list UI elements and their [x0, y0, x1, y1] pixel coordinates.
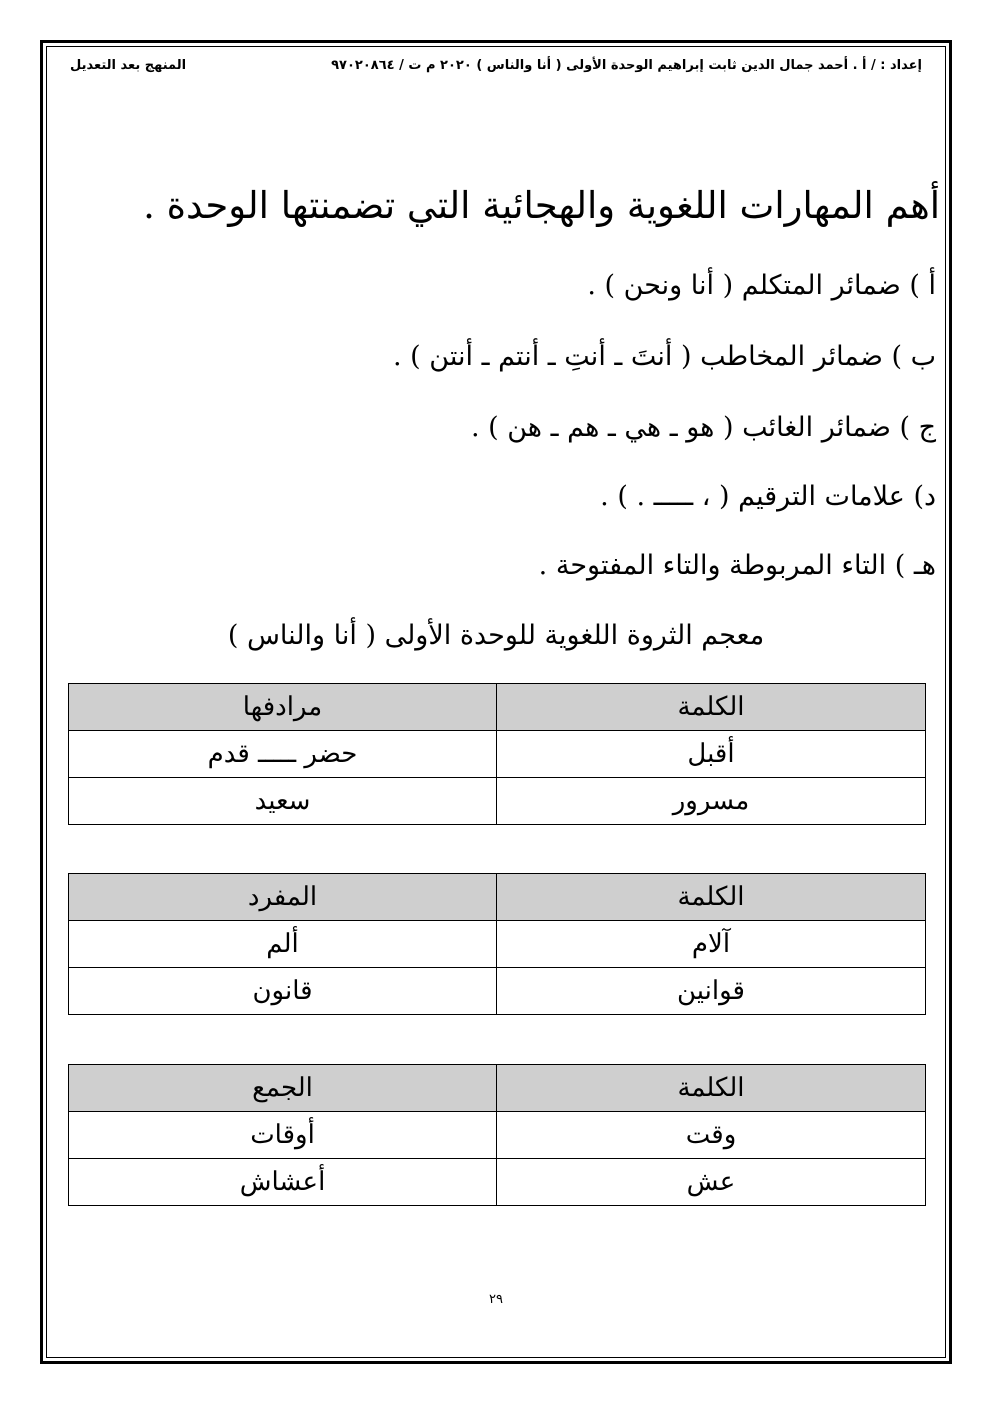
table-cell: سعيد	[69, 778, 497, 825]
table-header-row	[69, 684, 926, 731]
table-cell: أوقات	[69, 1112, 497, 1159]
page-header	[70, 58, 922, 82]
header-cell: الكلمة	[497, 684, 926, 731]
skill-item: أ ) ضمائر المتكلم ( أنا ونحن ) .	[587, 270, 936, 301]
synonyms-table	[68, 683, 926, 825]
header-cell: مرادفها	[69, 684, 497, 731]
vocabulary-subtitle: معجم الثروة اللغوية للوحدة الأولى ( أنا والناس )	[227, 620, 765, 651]
table-header-row	[69, 1065, 926, 1112]
plural-table	[68, 1064, 926, 1206]
header-cell: الكلمة	[497, 874, 926, 921]
skill-item: ب ) ضمائر المخاطب ( أنتَ ـ أنتِ ـ أنتم ـ أنتن ) .	[393, 341, 936, 372]
table-cell: حضر ـــــ قدم	[69, 731, 497, 778]
singular-table	[68, 873, 926, 1015]
table-header-row	[69, 874, 926, 921]
header-cell: الجمع	[69, 1065, 497, 1112]
header-curriculum-note: المنهج بعد التعديل	[70, 58, 187, 73]
table-cell: أقبل	[497, 731, 926, 778]
table-cell: مسرور	[497, 778, 926, 825]
table-cell: آلام	[497, 921, 926, 968]
table-cell: ألم	[69, 921, 497, 968]
skill-item: هـ ) التاء المربوطة والتاء المفتوحة .	[538, 550, 936, 581]
header-author-info: إعداد : / أ . أحمد جمال الدين ثابت إبراهيم الوحدة الأولى ( أنا والناس ) ٢٠٢٠ م ت / ٩٧٠٢٠٨٦٤	[331, 58, 922, 73]
skill-item: ج ) ضمائر الغائب ( هو ـ هي ـ هم ـ هن ) .	[470, 412, 936, 443]
table-row	[69, 921, 926, 968]
table-row	[69, 968, 926, 1015]
header-cell: الكلمة	[497, 1065, 926, 1112]
table-row	[69, 778, 926, 825]
table-row	[69, 1112, 926, 1159]
page-number: ٢٩	[489, 1292, 503, 1307]
table-cell: قانون	[69, 968, 497, 1015]
header-cell: المفرد	[69, 874, 497, 921]
page-title: أهم المهارات اللغوية والهجائية التي تضمنتها الوحدة .	[143, 184, 940, 227]
table-cell: وقت	[497, 1112, 926, 1159]
table-cell: أعشاش	[69, 1159, 497, 1206]
table-cell: قوانين	[497, 968, 926, 1015]
table-row	[69, 1159, 926, 1206]
table-cell: عش	[497, 1159, 926, 1206]
skill-item: د) علامات الترقيم ( ، ـــــ . ) .	[600, 481, 936, 512]
table-row	[69, 731, 926, 778]
